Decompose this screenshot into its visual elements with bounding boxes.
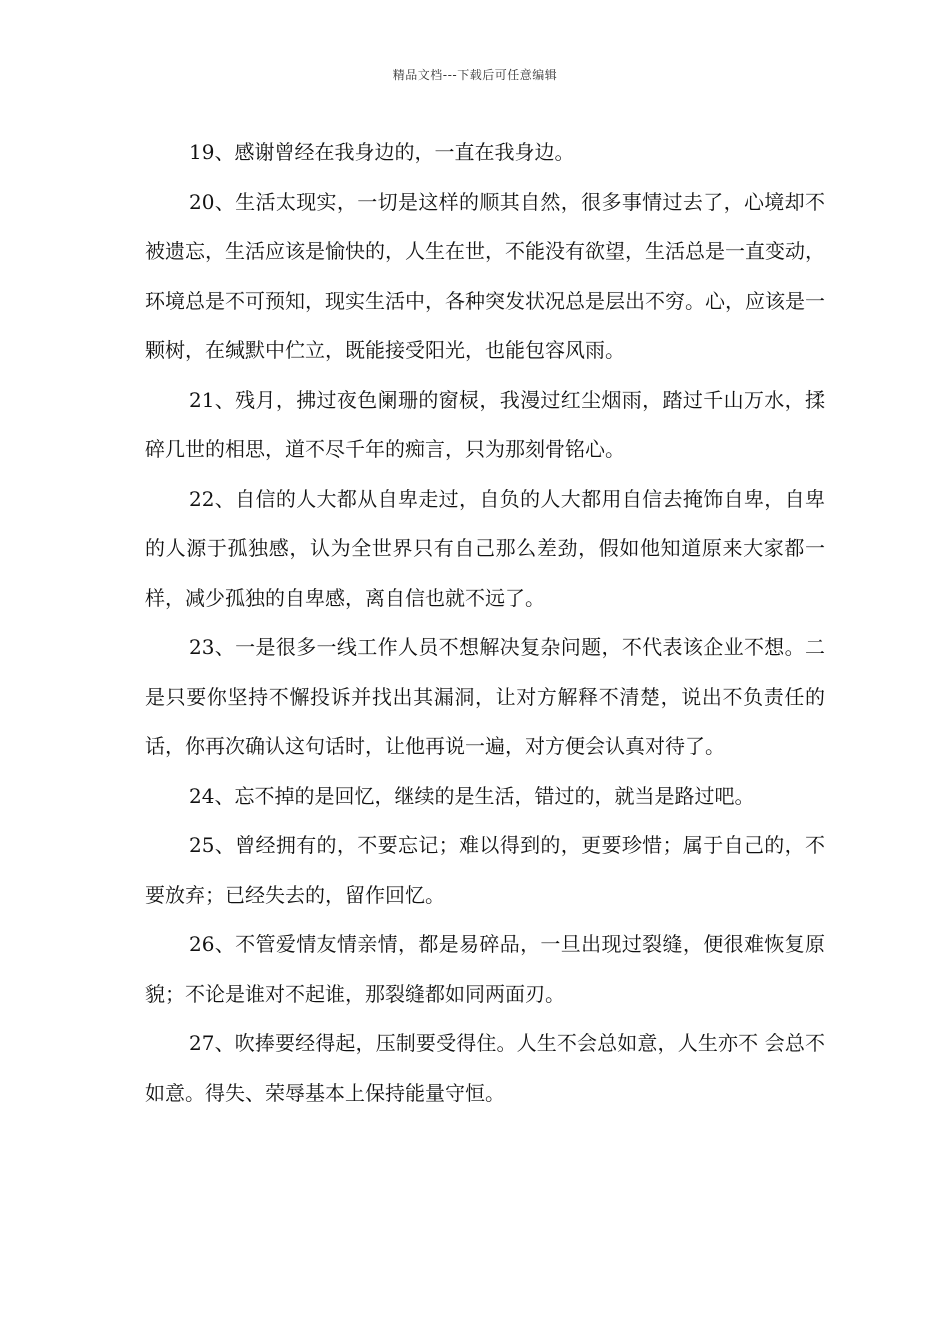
paragraph-24: 24、忘不掉的是回忆，继续的是生活，错过的，就当是路过吧。 xyxy=(189,783,755,808)
paragraph-25: 25、曾经拥有的，不要忘记；难以得到的，更要珍惜；属于自己的，不要放弃；已经失去的，留作回忆。 xyxy=(145,833,825,907)
paragraph-20: 20、生活太现实，一切是这样的顺其自然，很多事情过去了，心境却不被遗忘，生活应该是愉快的，人生在世，不能没有欲望，生活总是一直变动，环境总是不可预知，现实生活中，各种突发状况总是层出不穷。心，应该是一颗树，在缄默中伫立，既能接受阳光，也能包容风雨。 xyxy=(145,189,825,362)
document-body xyxy=(145,128,825,1118)
paragraph-19: 19、感谢曾经在我身边的，一直在我身边。 xyxy=(189,140,575,164)
paragraph-27: 27、吹捧要经得起，压制要受得住。人生不会总如意，人生亦不 会总不如意。得失、荣辱基本上保持能量守恒。 xyxy=(145,1031,825,1105)
page-header: 精品文档---下载后可任意编辑 xyxy=(392,68,558,82)
paragraph-23: 23、一是很多一线工作人员不想解决复杂问题，不代表该企业不想。二是只要你坚持不懈投诉并找出其漏洞，让对方解释不清楚，说出不负责任的话，你再次确认这句话时，让他再说一遍，对方便会认真对待了。 xyxy=(145,635,825,758)
paragraph-21: 21、残月，拂过夜色阑珊的窗棂，我漫过红尘烟雨，踏过千山万水，揉碎几世的相思，道不尽千年的痴言，只为那刻骨铭心。 xyxy=(145,387,825,461)
paragraph-22: 22、自信的人大都从自卑走过，自负的人大都用自信去掩饰自卑，自卑的人源于孤独感，认为全世界只有自己那么差劲，假如他知道原来大家都一样，减少孤独的自卑感，离自信也就不远了。 xyxy=(145,486,825,610)
paragraph-26: 26、不管爱情友情亲情，都是易碎品，一旦出现过裂缝，便很难恢复原貌；不论是谁对不起谁，那裂缝都如同两面刃。 xyxy=(145,932,825,1006)
